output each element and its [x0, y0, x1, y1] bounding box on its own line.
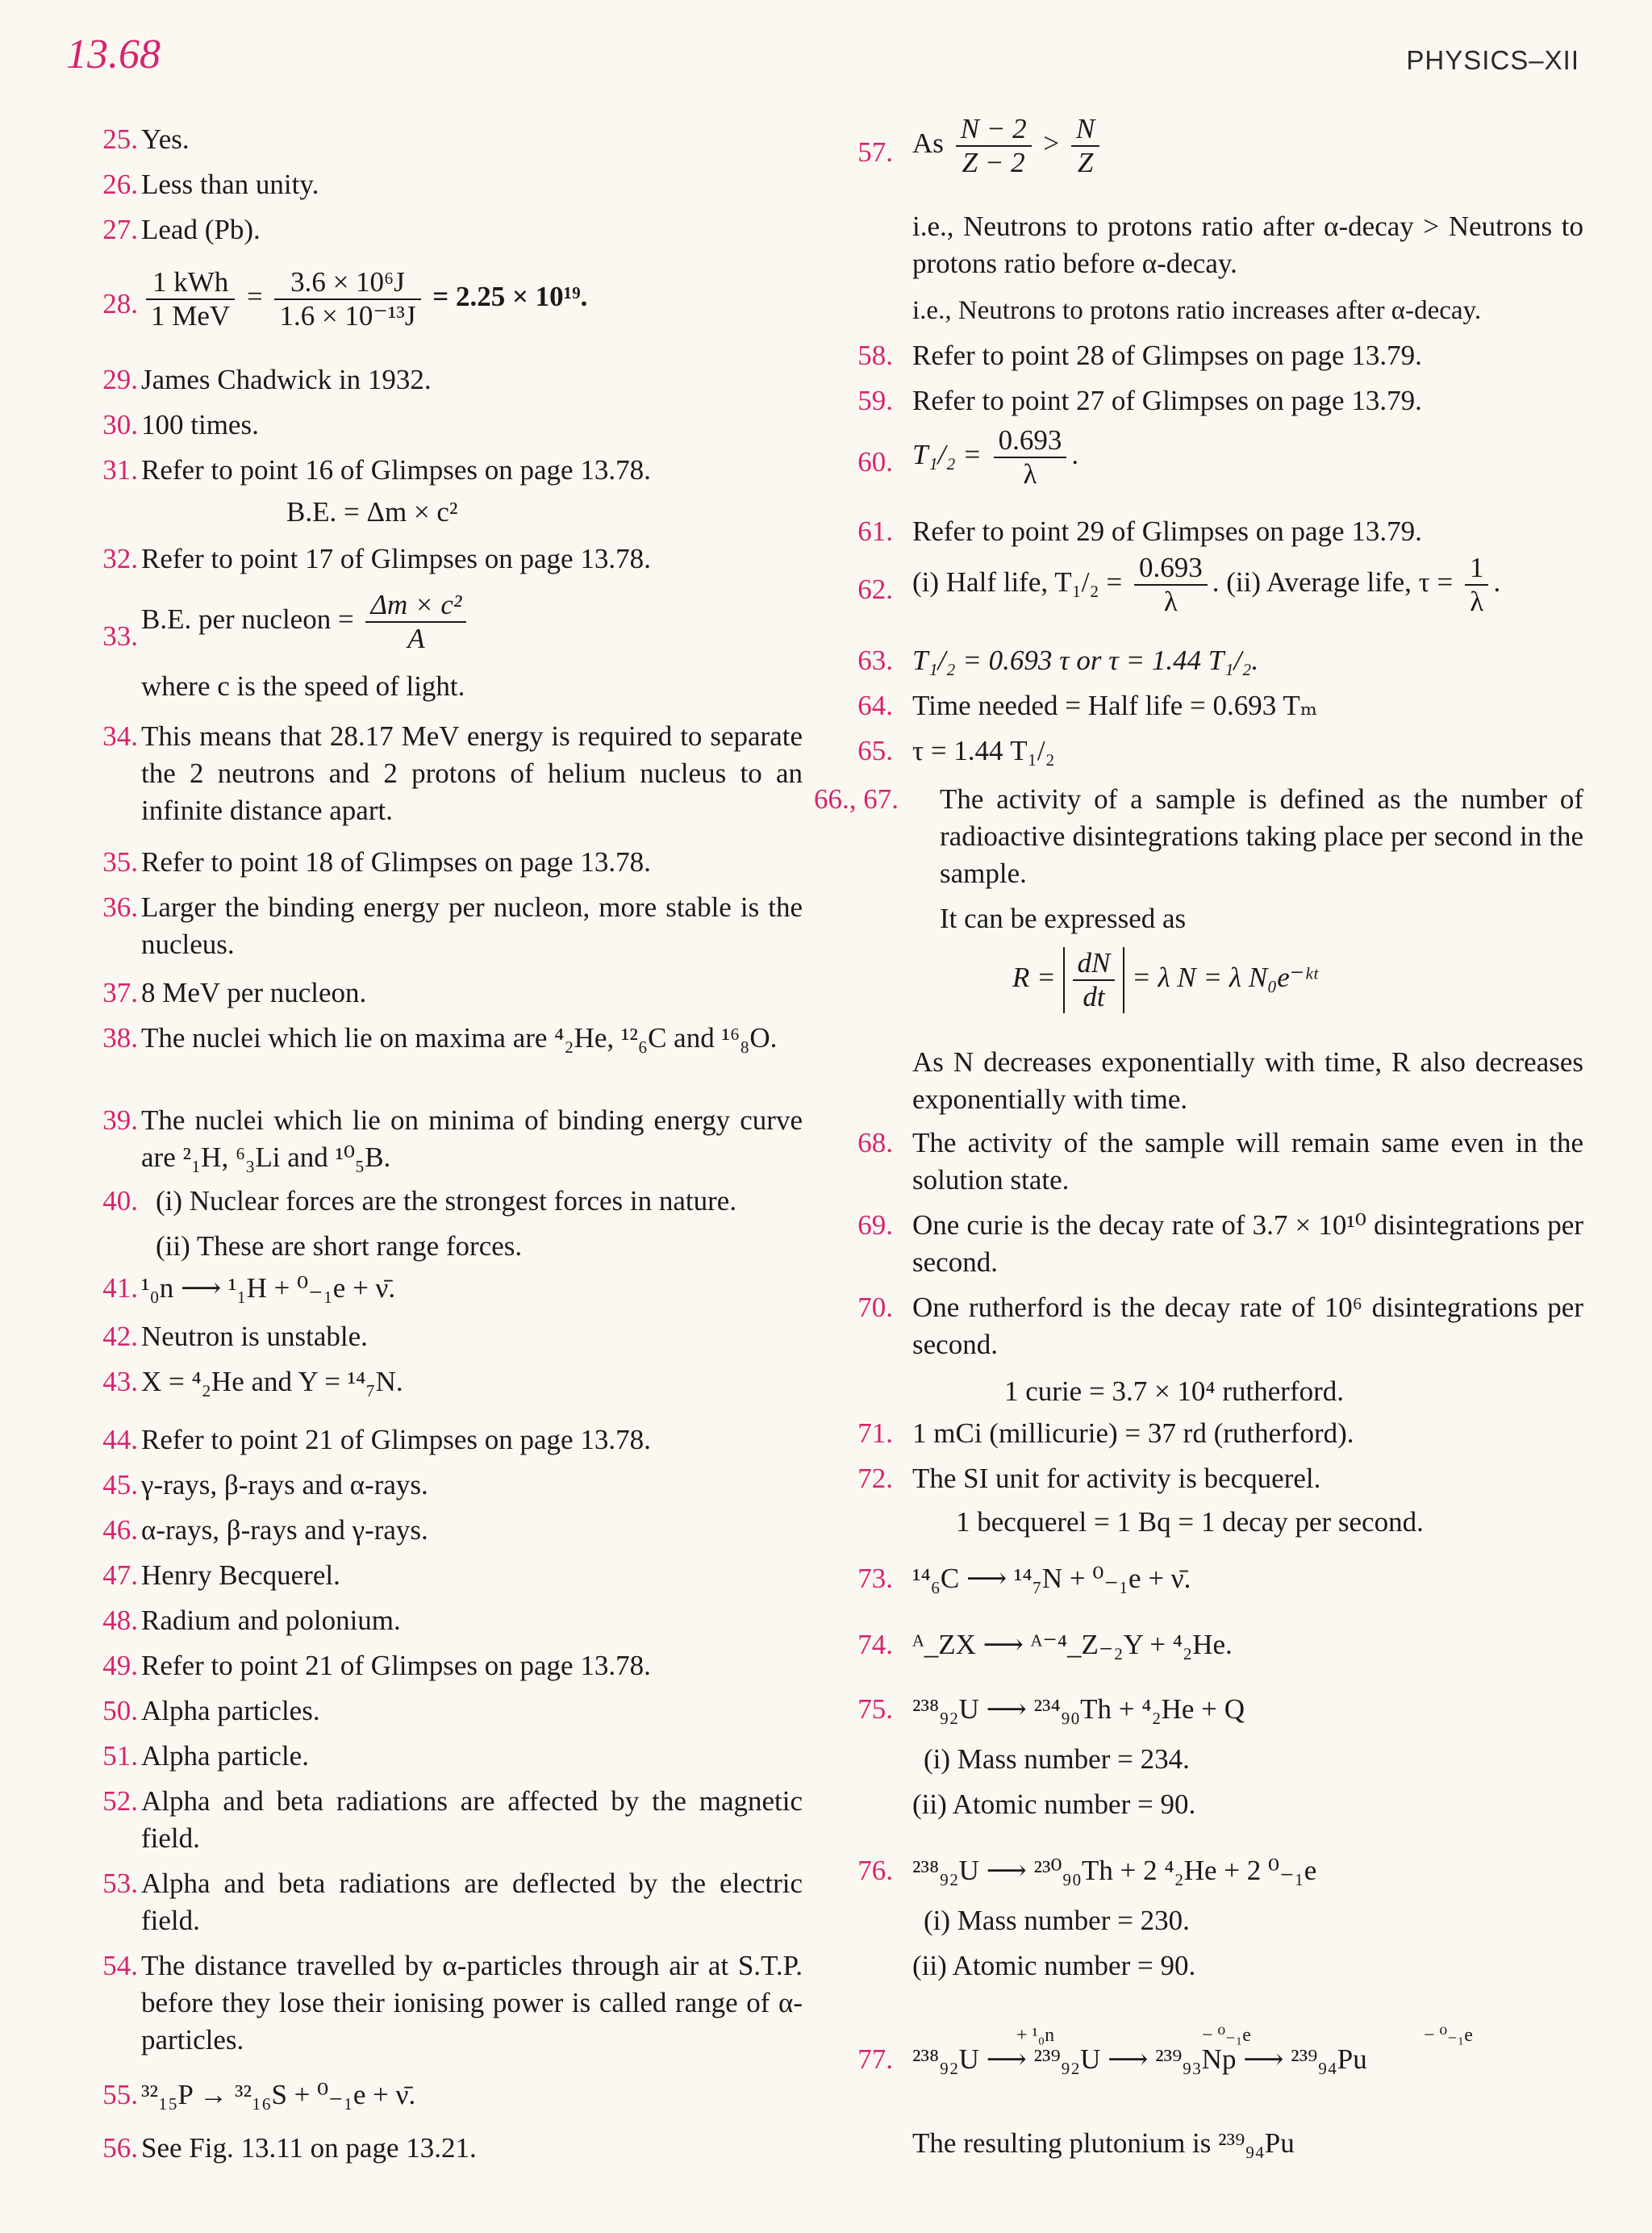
absolute-value: $\frac{dN}{dt}$: [1063, 947, 1125, 1013]
fraction: $\frac{\text{1 kWh}}{\text{1 MeV}}$: [146, 266, 235, 332]
answer-77: 77. + ¹₀n − ⁰₋₁e − ⁰₋₁e ²³⁸₉₂U ⟶ ²³⁹₉₂U ⟶ ²³⁹₉₃Np ⟶ ²³⁹₉₄Pu: [857, 2025, 1473, 2075]
activity-explanation: As N decreases exponentially with time, R also decreases exponentially with time.: [912, 1046, 1583, 1115]
textbook-page: 13.68 PHYSICS–XII 25. Yes. 26. Less than unity. 27. Lead (Pb). 28. $\frac{\text{1 kWh}}{\text{1 MeV}}$ = $\frac{\text{3.6 × 10⁶J}}{\text{1.6 × 10⁻¹³J}}$ = 2.25 × 10¹⁹. 29. James Chadwick in 1932. 30. 100 times. 31. Refer to point 16 of Glimpses on page 13.78. B.E. = Δm × c² 32. Refer to point 17 of Glimpses on page 13.78. 33. B.E. per nucleon = $\frac{\text{Δm × c²}}{A}$ where c is the speed of light. 34. This means that 28.17 MeV energy is required to separate the 2 neutrons and 2 protons of helium nucleus to an infinite distance apart. 35. Refer to point 18 of Glimpses on page 13.78. 36. Larger the binding energy per nucleon, more stable is the nucleus. 37. 8 MeV per nucleon. 38. The nuclei which lie on maxima are ⁴₂He, ¹²₆C and ¹⁶₈O. 39. The nuclei which lie on minima of binding energy curve are ²₁H, ⁶₃Li and ¹⁰₅B. 40. (i) Nuclear forces are the strongest forces in nature. (ii) These are short range forces. 41. ¹₀n ⟶ ¹₁H + ⁰₋₁e + ν̄. 42. Neutron is unstable. 43. X = ⁴₂He and Y = ¹⁴₇N. 44. Refer to point 21 of Glimpses on page 13.78. 45. γ-rays, β-rays and α-rays. 46. α-rays, β-rays and γ-rays. 47. Henry Becquerel. 48. Radium and polonium. 49. Refer to point 21 of Glimpses on page 13.78. 50. Alpha particles. 51. Alpha particle. 52. Alpha and beta radiations are affected by the magnetic field. 53. Alpha and beta radiations are deflected by the electric field. 54. The distance travelled by α-particles through air at S.T.P. before they lose their ionising power is called range of α-particles. 55. ³²₁₅P → ³²₁₆S + ⁰₋₁e + ν̄. 56. See Fig. 13.11 on page 13.21. 57. As $\frac{N - 2}{Z - 2}$ > $\frac{N}{Z}$ i.e., Neutrons to protons ratio after α-decay > Neutrons to protons ratio before α-decay. i.e., Neutrons to protons ratio increases after α-decay. 58. Refer to point 28 of Glimpses on page 13.79. 59. Refer to point 27 of Glimpses on page 13.79. 60. T₁/₂ = $\frac{0.693}{\lambda}$ . 61. Refer to point 29 of Glimpses on page 13.79. 62. (i) Half life, T₁/₂ = $\frac{0.693}{\lambda}$ . (ii) Average life, τ = $\frac{1}{\lambda}$ . 63. T₁/₂ = 0.693 τ or τ = 1.44 T₁/₂. 64. Time needed = Half life = 0.693 Tₘ 65. τ = 1.44 T₁/₂ 66., 67. The activity of a sample is defined as the number of radioactive disintegrations taking place per second in the sample. It can be expressed as R = $\frac{dN}{dt}$ = λ N = λ N₀e⁻ᵏᵗ As N decreases exponentially with time, R also decreases exponentially with time. 68. The activity of the sample will remain same even in the solution state. 69. One curie is the decay rate of 3.7 × 10¹⁰ disintegrations per second. 70. One rutherford is the decay rate of 10⁶ disintegrations per second. 1 curie = 3.7 × 10⁴ rutherford. 71. 1 mCi (millicurie) = 37 rd (rutherford). 72. The SI unit for activity is becquerel. 1 becquerel = 1 Bq = 1 decay per second. 73. ¹⁴₆C ⟶ ¹⁴₇N + ⁰₋₁e + ν̄. 74. ᴬ_ZX ⟶ ᴬ⁻⁴_Z₋₂Y + ⁴₂He. 75. ²³⁸₉₂U ⟶ ²³⁴₉₀Th + ⁴₂He + Q (i) Mass number = 234. (ii) Atomic number = 90. 76. ²³⁸₉₂U ⟶ ²³⁰₉₀Th + 2 ⁴₂He + 2 ⁰₋₁e (i) Mass number = 230. (ii) Atomic number = 90. 77. + ¹₀n − ⁰₋₁e − ⁰₋₁e ²³⁸₉₂U ⟶ ²³⁹₉₂U ⟶ ²³⁹₉₃Np ⟶ ²³⁹₉₄Pu The resulting plutonium is ²³⁹₉₄Pu: [66, 31, 1583, 2164]
answer-70: 70. One rutherford is the decay rate of 10⁶ disintegrations per second. 1 curie = 3.7 × 10⁴ rutherford.: [857, 1292, 1583, 1407]
answer-68: 68. The activity of the sample will remain same even in the solution state.: [857, 1127, 1583, 1196]
fraction: $\frac{\text{Δm × c²}}{A}$: [365, 589, 466, 655]
answer-28: 28. $\frac{\text{1 kWh}}{\text{1 MeV}}$ = $\frac{\text{3.6 × 10⁶J}}{\text{1.6 × 10⁻¹³J}}$ = 2.25 × 10¹⁹.: [102, 266, 588, 332]
answer-36: 36. Larger the binding energy per nucleon, more stable is the nucleus.: [102, 891, 803, 960]
answer-33: 33. B.E. per nucleon = $\frac{\text{Δm × c²}}{A}$ where c is the speed of light.: [77, 589, 803, 710]
fraction: $\frac{\text{3.6 × 10⁶J}}{\text{1.6 × 10⁻¹³J}}$: [274, 266, 420, 332]
answer-72: 72. The SI unit for activity is becquerel. 1 becquerel = 1 Bq = 1 decay per second.: [857, 1463, 1424, 1538]
book-title: PHYSICS–XII: [1406, 45, 1579, 75]
fraction: $\frac{1}{\lambda}$: [1465, 552, 1489, 618]
fraction: $\frac{N - 2}{Z - 2}$: [956, 113, 1032, 179]
answer-31: 31. Refer to point 16 of Glimpses on page 13.78. B.E. = Δm × c²: [102, 454, 651, 528]
answer-40: 40. (i) Nuclear forces are the strongest forces in nature. (ii) These are short range forces.: [102, 1185, 737, 1262]
answer-76: 76. ²³⁸₉₂U ⟶ ²³⁰₉₀Th + 2 ⁴₂He + 2 ⁰₋₁e (i) Mass number = 230. (ii) Atomic number = 90.: [857, 1855, 1317, 1981]
answer-69: 69. One curie is the decay rate of 3.7 × 10¹⁰ disintegrations per second.: [857, 1209, 1583, 1278]
answer-62: 62. (i) Half life, T₁/₂ = $\frac{0.693}{\lambda}$ . (ii) Average life, τ = $\frac{1}{\lambda}$ .: [857, 552, 1501, 617]
answer-57-explanation: i.e., Neutrons to protons ratio after α-decay > Neutrons to protons ratio before α-decay.: [912, 211, 1583, 279]
answer-38: 38. The nuclei which lie on maxima are ⁴₂He, ¹²₆C and ¹⁶₈O.: [102, 1022, 778, 1054]
fraction: $\frac{0.693}{\lambda}$: [1134, 552, 1208, 618]
answer-39: 39. The nuclei which lie on minima of binding energy curve are ²₁H, ⁶₃Li and ¹⁰₅B.: [102, 1104, 803, 1173]
answer-75: 75. ²³⁸₉₂U ⟶ ²³⁴₉₀Th + ⁴₂He + Q (i) Mass number = 234. (ii) Atomic number = 90.: [857, 1693, 1245, 1820]
answer-57: 57. As $\frac{N - 2}{Z - 2}$ > $\frac{N}{Z}$: [843, 113, 1583, 194]
page-number: 13.68: [66, 31, 161, 77]
answer-52: 52. Alpha and beta radiations are affected by the magnetic field.: [102, 1785, 803, 1854]
answer-66-67: 66., 67. The activity of a sample is defined as the number of radioactive disintegrations taking place per second in the sample.: [814, 783, 1583, 889]
fraction: $\frac{0.693}{\lambda}$: [994, 424, 1067, 490]
answer-54: 54. The distance travelled by α-particles through air at S.T.P. before they lose their ionising power is called range of α-particles.: [102, 1950, 803, 2056]
answer-60: 60. T₁/₂ = $\frac{0.693}{\lambda}$ .: [857, 424, 1079, 490]
activity-equation: R = $\frac{dN}{dt}$ = λ N = λ N₀e⁻ᵏᵗ: [1012, 947, 1318, 1012]
fraction: $\frac{N}{Z}$: [1071, 113, 1099, 179]
answer-34: 34. This means that 28.17 MeV energy is required to separate the 2 neutrons and 2 protons of helium nucleus to an infinite distance apart.: [102, 720, 803, 826]
answer-53: 53. Alpha and beta radiations are deflected by the electric field.: [102, 1868, 803, 1936]
